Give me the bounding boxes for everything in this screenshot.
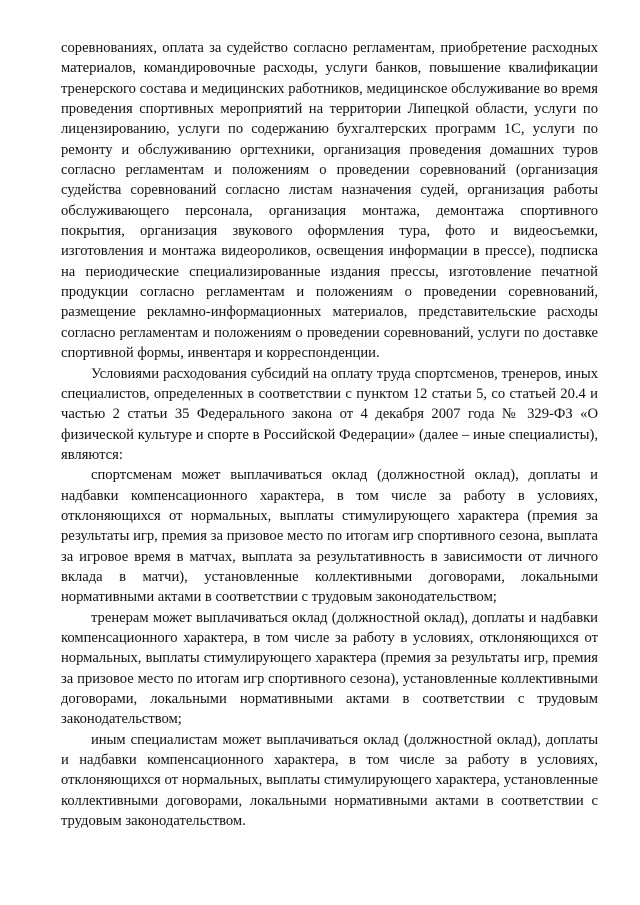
paragraph-coaches: тренерам может выплачиваться оклад (должностной оклад), доплаты и надбавки компенсационного характера, в том числе за работу в условиях, отклоняющихся от нормальных, выплаты стимулирующего характера (премия за результаты игр, премия за призовое место по итогам игр спортивного сезона), установленные коллективными договорами, локальными нормативными актами в соответствии с трудовым законодательством;: [61, 609, 598, 728]
paragraph-subsidy-conditions: Условиями расходования субсидий на оплату труда спортсменов, тренеров, иных специалистов, определенных в соответствии с пунктом 12 статьи 5, со статьей 20.4 и частью 2 статьи 35 Федерального закона от 4 декабря 2007 года № 329-ФЗ «О физической культуре и спорте в Российской Федерации» (далее – иные специалисты), являются:: [61, 365, 598, 463]
paragraph-other-specialists: иным специалистам может выплачиваться оклад (должностной оклад), доплаты и надбавки компенсационного характера, в том числе за работу в условиях, отклоняющихся от нормальных, выплаты стимулирующего характера, установленные коллективными договорами, локальными нормативными актами в соответствии с трудовым законодательством.: [61, 731, 598, 830]
document-page: [61, 38, 598, 831]
paragraph-continuation: соревнованиях, оплата за судейство согласно регламентам, приобретение расходных материалов, командировочные расходы, услуги банков, повышение квалификации тренерского состава и медицинских работников, медицинское обслуживание во время проведения спортивных мероприятий на территории Липецкой области, услуги по лицензированию, услуги по содержанию бухгалтерских программ 1С, услуги по ремонту и обслуживанию оргтехники, организация проведения домашних туров согласно регламентам и положениям о проведении соревнований (организация судейства соревнований согласно листам назначения судей, организация работы обслуживающего персонала, организация монтажа, демонтажа спортивного покрытия, организация звукового оформления тура, фото и видеосъемки, изготовления и монтажа видеороликов, освещения информации в прессе), подписка на периодические специализированные издания прессы, изготовление печатной продукции согласно регламентам и положениям о проведении соревнований, размещение рекламно-информационных материалов, представительские расходы согласно регламентам и положениям о проведении соревнований, услуги по доставке спортивной формы, инвентаря и корреспонденции.: [61, 40, 598, 362]
paragraph-athletes: спортсменам может выплачиваться оклад (должностной оклад), доплаты и надбавки компенсационного характера, в том числе за работу в условиях, отклоняющихся от нормальных, выплаты стимулирующего характера (премия за результаты игр, премия за призовое место по итогам игр спортивного сезона, выплата за игровое время в матчах, выплата за результативность в зависимости от личного вклада в матчи), установленные коллективными договорами, локальными нормативными актами в соответствии с трудовым законодательством;: [61, 467, 598, 606]
